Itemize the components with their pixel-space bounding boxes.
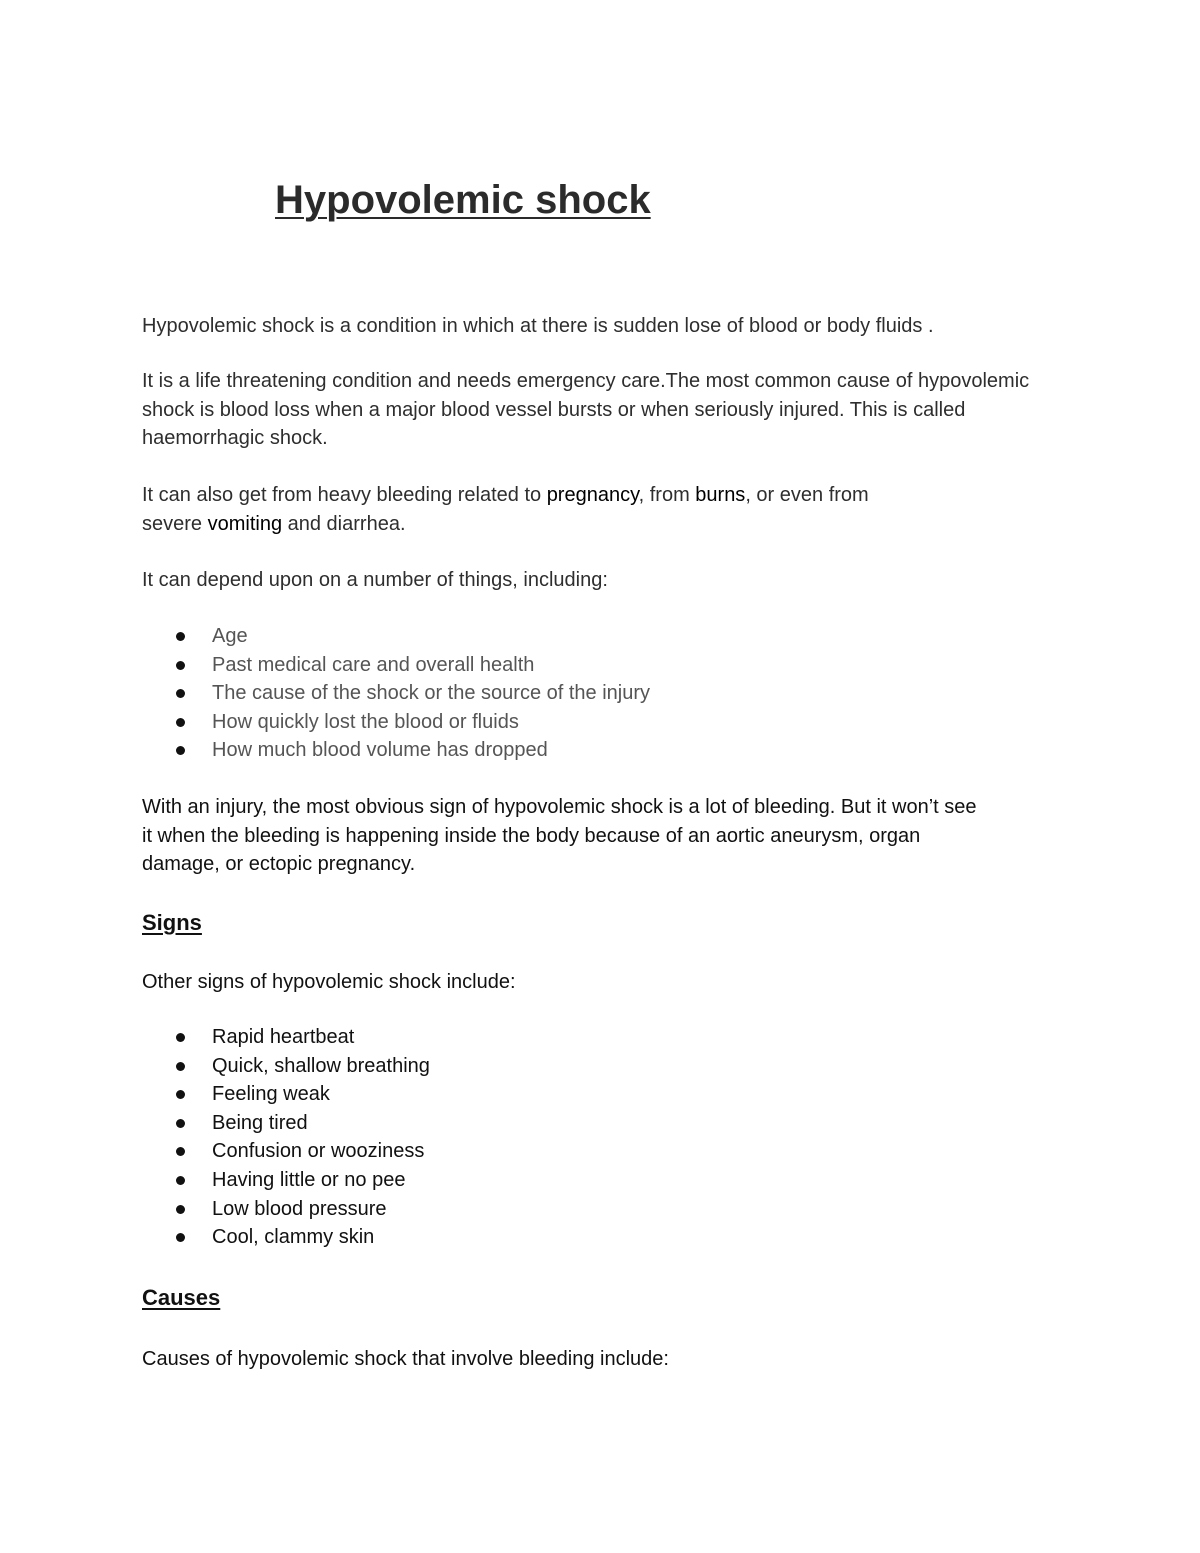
paragraph-line: [142, 481, 1082, 510]
bullet-icon: [176, 1176, 185, 1185]
signs-heading: Signs: [142, 910, 202, 935]
bullet-icon: [176, 1147, 185, 1156]
text-run: , or even from: [745, 484, 869, 506]
paragraph-line: It is a life threatening condition and needs emergency care.The most common cause of hypovolemic: [142, 370, 1030, 392]
bullet-icon: [176, 1090, 185, 1099]
vomiting-link[interactable]: vomiting: [207, 512, 283, 535]
burns-link[interactable]: burns: [695, 484, 746, 506]
text-run: , from: [638, 484, 696, 506]
text-run: It can also get from heavy bleeding related to: [142, 484, 547, 506]
bullet-icon: [176, 1233, 185, 1242]
causes-intro: Causes of hypovolemic shock that involve bleeding include:: [142, 1348, 669, 1370]
bullet-icon: [176, 661, 185, 670]
text-run: severe: [142, 512, 208, 535]
document-page: Hypovolemic shock Hypovolemic shock is a condition in which at there is sudden lose of blood or body fluids . It is a life threatening condition and needs emergency care.The most common cause of hypovolemic shock is blood loss when a major blood vessel bursts or when seriously injured. This is called haemorrhagic shock. It can also get from heavy bleeding related to pregnancy, from burns, or even from severe vomiting and diarrhea. It can depend upon on a number of things, including: Age Past medical care and overall health The cause of the shock or the source of the injury How quickly lost the blood or fluids How much blood volume has dropped With an injury, the most obvious sign of hypovolemic shock is a lot of bleeding. But it won’t see it when the bleeding is happening inside the body because of an aortic aneurysm, organ damage, or ectopic pregnancy. Signs Other signs of hypovolemic shock include: Rapid heartbeat Quick, shallow breathing Feeling weak Being tired Confusion or wooziness Having little or no pee Low blood pressure Cool, clammy skin Causes Causes of hypovolemic shock that involve bleeding include:: [0, 0, 1200, 1553]
bullet-icon: [176, 689, 185, 698]
pregnancy-link[interactable]: pregnancy: [546, 484, 639, 506]
paragraph-line: it when the bleeding is happening inside the body because of an aortic aneurysm, organ: [142, 824, 921, 847]
other-causes-paragraph: [142, 481, 1082, 538]
bullet-icon: [176, 1119, 185, 1128]
bullet-icon: [176, 718, 185, 727]
paragraph-line: damage, or ectopic pregnancy.: [142, 853, 416, 875]
paragraph-line: shock is blood loss when a major blood vessel bursts or when seriously injured. This is called: [142, 398, 966, 421]
paragraph-line: haemorrhagic shock.: [142, 427, 328, 449]
bullet-icon: [176, 1033, 185, 1042]
bullet-icon: [176, 746, 185, 755]
paragraph-line: With an injury, the most obvious sign of hypovolemic shock is a lot of bleeding. But it won’t see: [142, 796, 977, 818]
bullet-icon: [176, 632, 185, 641]
text-run: and diarrhea.: [282, 512, 406, 535]
bullet-icon: [176, 1062, 185, 1071]
document-title: Hypovolemic shock: [275, 178, 651, 222]
signs-intro: Other signs of hypovolemic shock include:: [142, 971, 516, 993]
injury-paragraph: [142, 793, 1082, 879]
intro-paragraph: Hypovolemic shock is a condition in which at there is sudden lose of blood or body fluids .: [142, 315, 934, 337]
depends-intro: It can depend upon on a number of things, including:: [142, 569, 608, 591]
paragraph-line: [142, 510, 1082, 539]
bullet-icon: [176, 1205, 185, 1214]
life-threatening-paragraph: [142, 367, 1082, 453]
causes-heading: Causes: [142, 1285, 221, 1310]
